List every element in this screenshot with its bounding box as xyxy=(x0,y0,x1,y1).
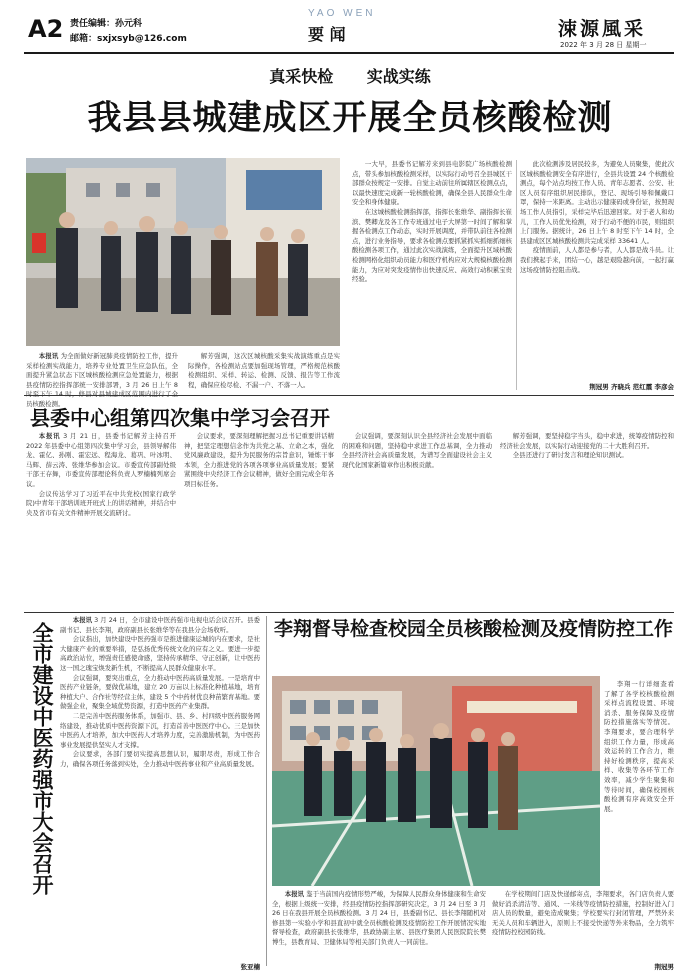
lead-byline: 荆冠男 齐晓兵 范红霞 李彦会 xyxy=(589,383,674,391)
school-body xyxy=(272,890,486,972)
email-label: 邮箱：sxjxsyb@126.com xyxy=(70,34,187,44)
lead-paragraph-1: 为全面做好新冠肺炎疫情防控工作，提升采样检测实战能力，培养专业处置卫生应急队伍，全面提升紧急状态下区城核酸检测应急处置能力，根据县疫情防控指挥部统一安排部署，3 月 26 日上午 8 员核酸检测。 xyxy=(26,352,178,408)
tcm-paragraph-2: 会议指出，加快建设中医药强市是推进健康运城的内在要求，是社大健康产业的重要举措，是弘扬优秀传统文化的应有之义。要进一步提高政治站位，增强责任感使命感，坚持传承精华、守正创新，让中医药这一国之瑰宝焕发新生机，不断提高人民群众健康水平。 xyxy=(60,635,260,672)
study-paragraph-6: 全县还进行了研讨发言和理论知识测试。 xyxy=(512,451,628,460)
study-paragraph-5: 解芳强调，要坚持稳字当头，稳中求进，统筹疫情防控和经济社会发展，以实际行动迎接党的二十大胜利召开。 xyxy=(500,432,674,450)
tcm-label: 本报讯 xyxy=(72,616,93,624)
tcm-paragraph-3: 会议强调，要突出重点，全力推动中医药高质量发展。一是培育中医药产业链条，要做优基地，建立 20 万亩以上标准化种植基地，培育种植大户、合作社等经营主体，建设 5 个中药材优良种苗繁育基地。要做强企业，聚集全域优势资源，打造中医药产业集群。 xyxy=(60,673,260,711)
study-headline: 县委中心组第四次集中学习会召开 xyxy=(30,406,330,430)
school-paragraph-1: 鉴于当前国内疫情形势严峻，为保障人民群众身体健康和生命安全，根据上级统一安排，经县疫情防控指挥部研究决定，3 月 24 日至 3 月 26 日在我县开展全员核酸检测。3 月 24 日，县委副书记、县长李翔随机对修县第一实验小学和县直初中就全员核酸检测及疫情防控工作开展情况实地督导检查，政府副县长张维华，县政协副主席、县医疗集团人民医院院长樊博生，县教育局、卫健体局等相关部门负责人一同前往。 xyxy=(272,890,487,946)
tcm-divider xyxy=(266,616,267,966)
lead-caption-label: 本报讯 xyxy=(38,352,59,360)
lead-kicker: 真采快检 实战实练 xyxy=(269,67,431,86)
lead-column-a xyxy=(352,160,512,390)
lead-caption xyxy=(26,352,178,408)
tcm-paragraph-4: 二是完善中医药服务体系，加强市、县、乡、村四级中医药服务网络建设，推动优质中医药资源下沉，打造首善中医医疗中心。三是加快中医药人才培养，加大中医药人才培养力度，完善激励机制，为中医药事业发展提供坚实人才支撑。 xyxy=(60,711,260,749)
tcm-body xyxy=(60,616,260,958)
study-column-2 xyxy=(184,432,334,608)
study-paragraph-2: 会议传达学习了习近平在中共党校(国家行政学院)中青年干部培训班开班式上的讲话精神，并结合中央及省市有关文件精神开展交流研讨。 xyxy=(26,489,176,517)
lead-paragraph-3: 解芳强调，这次区城核酸采集实战演练重点是实际操作，各检测站点要加强现场管理，严格规范核酸检测组织、采样、转运、检测、反馈、报告等工作流程，确保应检尽检、不漏一户、不落一人。 xyxy=(188,352,340,389)
study-paragraph-3: 会议要求，要深刻理解把握习总书记重要讲话精神，把坚定理想信念作为共党之基、立命之本，强化党风廉政建设，提升为民服务的宗旨意识，锤炼干事本领，全力推进党的各项各项事业高质量发展；要紧紧围绕中央经济工作会议精神，做好全面完成全年各项目标任务。 xyxy=(184,432,334,488)
header-rule xyxy=(24,52,674,54)
school-paragraph-3: 在学校期间门店及快递邮寄点，李翔要求，各门店负责人要做好消杀清洁等、通风、一米线等疫情防控措施，控制好进入门店人员的数量，避免造成聚集；学校要实行封闭管理，严禁外来无关人员和车辆进入，原则上不接受快递等外来物品，全力筑牢疫情防控校园防线。 xyxy=(492,890,674,937)
school-paragraph-2: 李翔一行详细查看了解了各学校核酸检测采样点流程设置、环境消杀、服务保障及疫情防控措施落实等情况。李翔要求，要合理科学组织工作力量，形成高效运转的工作合力，维持好检测秩序，提高采样、收集等各环节工作效率，减少学生聚集和等待时间，确保校园核酸检测有序高效安全开展。 xyxy=(604,680,674,813)
section-pinyin: YAO WEN xyxy=(308,8,376,19)
lead-paragraph-5: 此次检测涉及居民较多，为避免人员聚集，使此次区城核酸检测安全有序进行，全县共设置 24 个核酸检测点，每个站点均按工作人员、青年志愿者、公安、社区人员有序组织居民排队，登记、现场引导和佩戴口罩，保持一米距离。主动出示健康码或身份证，按照现场工作人员指引，采样完毕后迅速回家。对于老人和幼儿，工作人员优先检测，对于行动不便的市民，则组织上门服务。据统计，26 日上午 8 时至下午 14 时，全县建成区区城核酸检测共完成采样 33641 人。 xyxy=(520,160,674,245)
lead-caption-col2 xyxy=(188,352,340,392)
page-number: A2 xyxy=(28,15,64,43)
study-paragraph-1: 3 月 21 日，县委书记解芳主持召开 2022 年县委中心组第四次集中学习会，县领导解伟龙、霍亿、孙刚、霍宏远、程海龙、葛巩、叶冰明、马辉、薛云涛、张维华参加会议。市委宣传部副处级干部王存舞，市委宣传部理论科负责人罗楠楠列席会议。 xyxy=(26,432,176,488)
school-byline: 荆冠男 xyxy=(654,963,674,971)
section-rule-1 xyxy=(24,395,674,396)
study-column-3 xyxy=(342,432,492,608)
school-headline: 李翔督导检查校园全员核酸检测及疫情防控工作 xyxy=(274,618,674,640)
school-label: 本报讯 xyxy=(284,890,305,898)
paper-name: 涑源風采 xyxy=(558,18,647,40)
lead-headline: 我县县城建成区开展全员核酸检测 xyxy=(87,98,613,138)
editor-label: 责任编辑：孙元科 xyxy=(70,19,143,29)
lead-paragraph-4: 在这城核酸检测指挥部，指挥长张维华、副指挥长崔滨、樊卿龙及各工作专班通过电子大屏第一时间了解和掌握各检测点工作动态，实时开展调度，并带队前往各检测点，进行业务指导，要求各检测点要抓紧抓实抓细抓细核酸检测各项工作，通过此次实战演练，全面提升区域核酸检测网格化组织动员能力和医疗机构应对大规模核酸检测能力，为应对突发疫情作出快速反应、高效行动积累宝贵经验。 xyxy=(352,207,512,284)
school-column-right xyxy=(604,680,674,886)
tcm-byline: 张亚楠 xyxy=(240,963,260,971)
study-column-1 xyxy=(26,432,176,608)
study-column-4 xyxy=(500,432,674,608)
section-rule-2 xyxy=(24,612,674,613)
tcm-headline: 全市建设中医药强市大会召开 xyxy=(30,622,54,895)
section-title: 要 闻 xyxy=(308,25,346,44)
tcm-paragraph-5: 会议要求，各部门要切实提高思想认识，履职尽责，形成工作合力，确保各项任务落到实处，全力推动中医药事业和产业高质量发展。 xyxy=(60,750,260,768)
lead-paragraph-6: 疫情面前，人人都是参与者，人人都是战斗员。让我们携起手来，团结一心，越是艰险越向前，一起打赢这场疫情防控阻击战。 xyxy=(520,246,674,274)
study-label: 本报讯 xyxy=(38,432,61,440)
school-body-col2 xyxy=(492,890,674,958)
study-paragraph-4: 会议强调，要深刻认识全县经济社会发展中面临的困难和问题，坚持稳中求进工作总基调，全力推动全县经济社会高质量发展，为谱写全面建设社会主义现代化国家新篇章作出积极贡献。 xyxy=(342,432,492,469)
lead-column-b xyxy=(520,160,674,378)
school-photo xyxy=(272,676,600,886)
lead-column-divider xyxy=(516,160,517,390)
lead-paragraph-2: 一大早，县委书记解芳来到县电影院广场核酸检测点，带头参加核酸检测采样，以实际行动号召全县城区干部群众按规定一安排。自觉主动前往所属辖区检测点点，以最快速度完成新一轮核酸检测，确保全县人民群众生命安全和身体健康。 xyxy=(352,160,512,207)
lead-photo xyxy=(26,158,340,346)
issue-date: 2022 年 3 月 28 日 星期一 xyxy=(560,41,647,49)
tcm-paragraph-1: 3 月 24 日，全市建设中医药强市电视电话会议召开。县委副书记、县长李翔，政府副县长张维华等在我县分会场收听。 xyxy=(60,616,260,634)
